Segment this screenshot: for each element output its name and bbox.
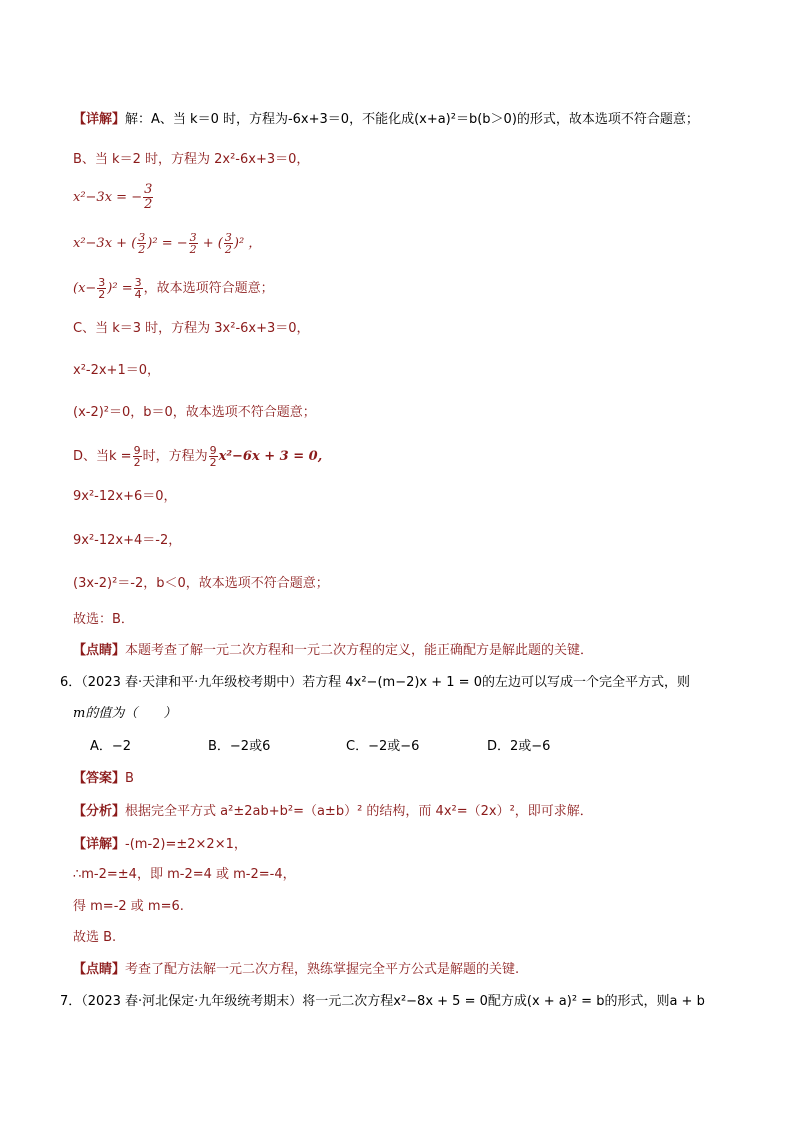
equation-line-11: 9x²-12x+4＝-2， (73, 533, 182, 548)
frac-num: 3 (134, 276, 142, 289)
frac-num: 3 (144, 182, 153, 197)
frac-num: 3 (98, 276, 106, 289)
detail-tag-6: 【详解】 (73, 837, 126, 852)
detail-line-6b: ∴m-2=±4，即 m-2=4 或 m-2=-4， (73, 867, 296, 882)
frac-den: 2 (209, 456, 217, 469)
equation-line-4 (73, 232, 261, 255)
eq4-part-b: ) (147, 236, 153, 251)
answer-tag: 【答案】 (73, 771, 126, 786)
detail-line-b: B、当 k＝2 时，方程为 2x²-6x+3＝0， (73, 152, 310, 167)
choice-line: 故选：B． (73, 612, 134, 627)
equation-line-7: x²-2x+1＝0， (73, 363, 160, 378)
detail-text-a: 解：A、当 k＝0 时，方程为-6x+3＝0，不能化成(x+a)²＝b(b＞0)的形式，故本选项不符合题意； (125, 112, 699, 127)
answer-line (73, 770, 134, 788)
answer-text: B (125, 771, 134, 786)
eq5-part-d: ，故本选项符合题意； (143, 281, 274, 296)
detail-line-6 (73, 836, 247, 854)
eq3-lhs: x²−3x = − (73, 190, 143, 205)
frac-den: 2 (189, 243, 197, 256)
option-d: D．2或−6 (487, 739, 551, 754)
eq5-part-a: (x− (73, 281, 97, 296)
frac-num: 3 (138, 231, 146, 244)
fraction-3-2 (143, 183, 153, 212)
frac-den: 2 (98, 288, 106, 301)
option-c: C．−2或−6 (346, 739, 420, 754)
equation-line-10: 9x²-12x+6＝0， (73, 489, 177, 504)
eq9-part-c: x²−6x + 3 = 0, (218, 449, 323, 464)
question-6: 6．（2023 春·天津和平·九年级校考期中）若方程 4x²−(m−2)x + 1 = 0的左边可以写成一个完全平方式，则 (60, 675, 690, 690)
analysis-tag: 【分析】 (73, 804, 126, 819)
fraction-3-2 (224, 232, 233, 255)
eq4-part-d: + ( (198, 236, 223, 251)
fraction-3-2 (97, 277, 106, 300)
detail-tag: 【详解】 (73, 112, 126, 127)
comment-text: 本题考查了解一元二次方程和一元二次方程的定义，能正确配方是解此题的关键． (125, 643, 594, 658)
frac-num: 9 (133, 444, 141, 457)
fraction-3-2 (137, 232, 146, 255)
fraction-9-2 (209, 445, 218, 468)
comment-tag: 【点睛】 (73, 643, 126, 658)
analysis-text: 根据完全平方式 a²±2ab+b²=（a±b）² 的结构，而 4x²=（2x）²，即可求解． (125, 804, 593, 819)
frac-num: 3 (189, 231, 197, 244)
equation-line-12: (3x-2)²＝-2，b＜0，故本选项不符合题意； (73, 576, 329, 591)
eq4-part-c: ² = − (152, 236, 188, 251)
frac-num: 9 (209, 444, 217, 457)
option-a: A．−2 (90, 739, 132, 754)
comment-line (73, 642, 593, 660)
eq4-part-a: x²−3x + ( (73, 236, 137, 251)
frac-den: 2 (144, 197, 153, 212)
eq4-part-e: ) (233, 236, 239, 251)
frac-den: 2 (133, 456, 141, 469)
fraction-3-2 (189, 232, 198, 255)
option-b: B．−2或6 (208, 739, 271, 754)
frac-den: 2 (138, 243, 146, 256)
frac-den: 2 (224, 243, 232, 256)
eq5-part-c: ² = (112, 281, 133, 296)
detail-text-6: -(m-2)=±2×2×1， (125, 837, 247, 852)
detail-line-c: C、当 k＝3 时，方程为 3x²-6x+3＝0， (73, 321, 310, 336)
question-7: 7．（2023 春·河北保定·九年级统考期末）将一元二次方程x²−8x + 5 = 0配方成(x + a)² = b的形式，则a + b (60, 994, 705, 1009)
eq9-part-a: D、当k = (73, 449, 132, 464)
detail-line-d (73, 445, 322, 468)
equation-line-8: (x-2)²＝0，b＝0，故本选项不符合题意； (73, 405, 316, 420)
analysis-line (73, 803, 593, 821)
detail-line-6c: 得 m=-2 或 m=6. (73, 899, 184, 914)
fraction-9-2 (133, 445, 142, 468)
question-6-cont: m的值为（ ） (73, 706, 177, 721)
fraction-3-4 (134, 277, 143, 300)
note-line (73, 961, 519, 979)
eq9-part-b: 时，方程为 (142, 449, 208, 464)
frac-num: 3 (224, 231, 232, 244)
note-text: 考查了配方法解一元二次方程，熟练掌握完全平方公式是解题的关键. (125, 962, 520, 977)
frac-den: 4 (134, 288, 142, 301)
detail-line-1 (73, 111, 699, 129)
eq5-part-b: ) (107, 281, 113, 296)
eq4-part-f: ² ， (238, 236, 262, 251)
note-tag: 【点睛】 (73, 962, 126, 977)
equation-line-5 (73, 277, 274, 300)
equation-line-3 (73, 183, 154, 212)
detail-line-6d: 故选 B. (73, 930, 117, 945)
